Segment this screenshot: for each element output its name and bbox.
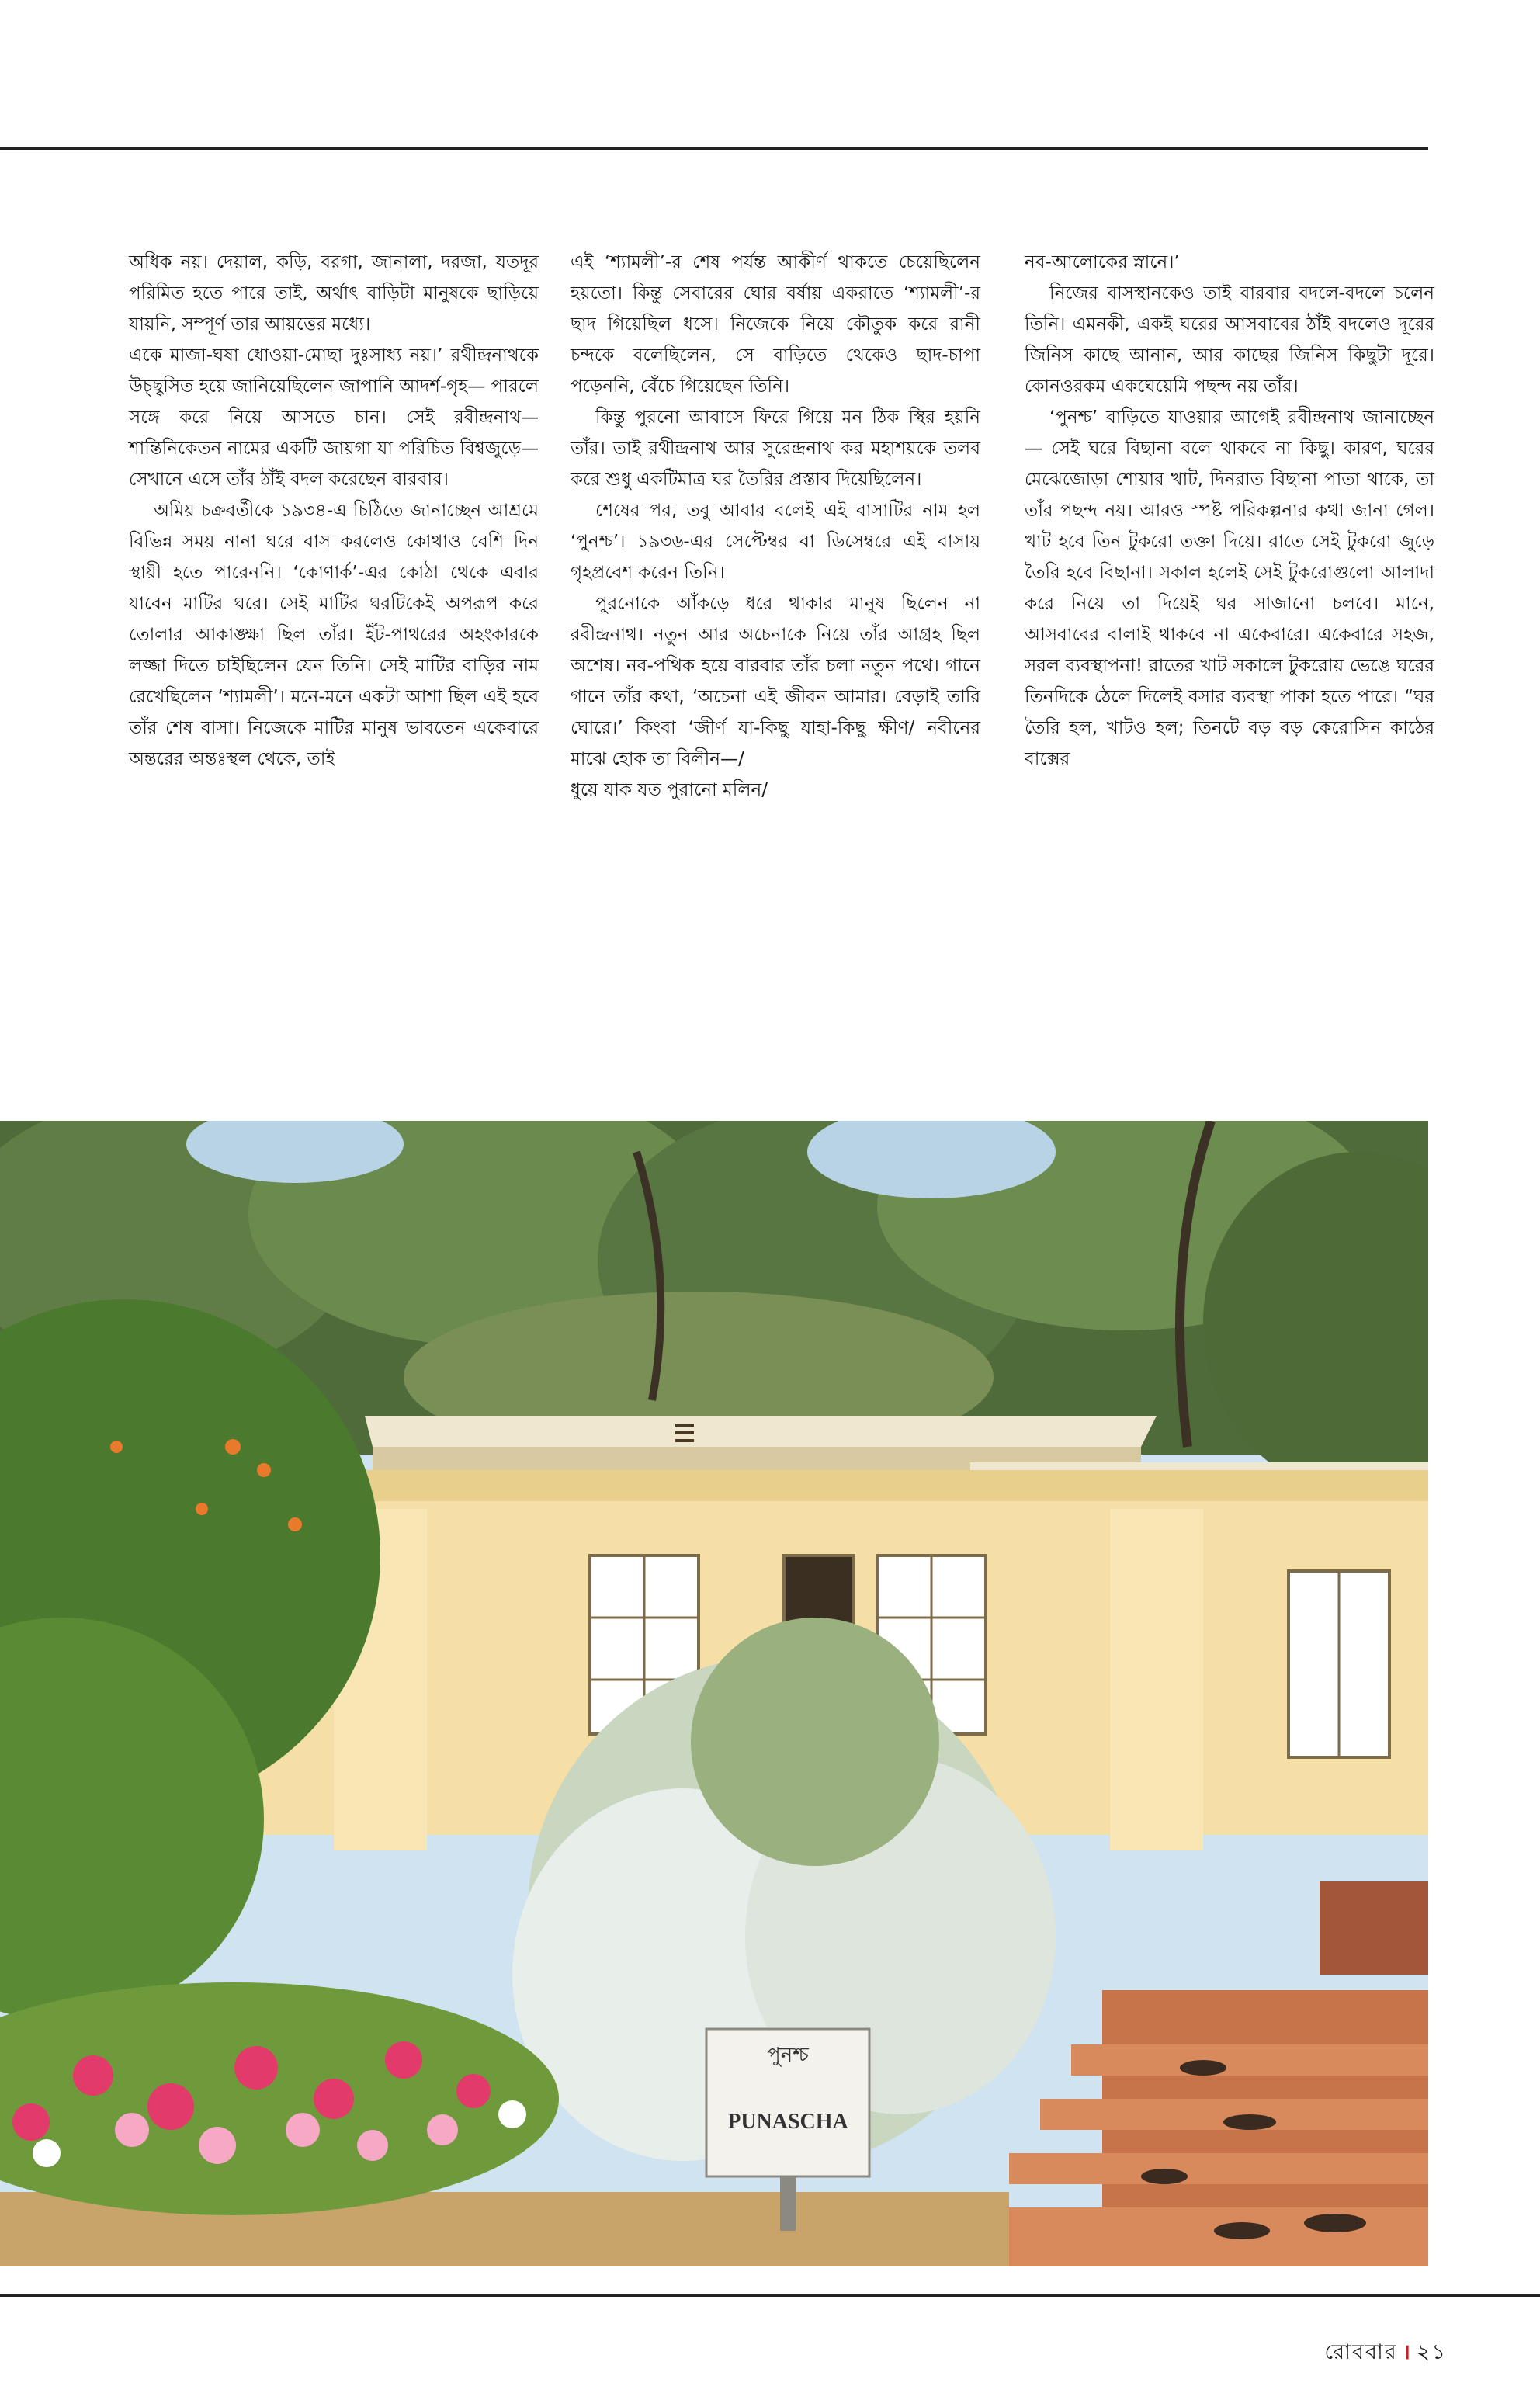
top-rule bbox=[0, 147, 1428, 150]
folio-separator: । bbox=[1402, 2340, 1412, 2364]
article-paragraph: পুরনোকে আঁকড়ে ধরে থাকার মানুষ ছিলেন না রবীন্দ্রনাথ। নতুন আর অচেনাকে নিয়ে তাঁর আগ্রহ ছিল অশেষ। নব-পথিক হয়ে বারবার তাঁর চলা নতুন পথে। গানে গানে তাঁর কথা, ‘অচেনা এই জীবন আমার। বেড়াই তারি ঘোরে।’ কিংবা ‘জীর্ণ যা-কিছু যাহা-কিছু ক্ষীণ/ নবীনের মাঝে হোক তা বিলীন—/ bbox=[571, 594, 980, 769]
article-paragraph: এই ‘শ্যামলী’-র শেষ পর্যন্ত আকীর্ণ থাকতে চেয়েছিলেন হয়তো। কিন্তু সেবারের ঘোর বর্ষায় একরাতে ‘শ্যামলী’-র ছাদ গিয়েছিল ধসে। নিজেকে নিয়ে কৌতুক করে রানী চন্দকে বলেছিলেন, সে বাড়িতে থেকেও ছাদ-চাপা পড়েননি, বেঁচে গিয়েছেন তিনি। bbox=[571, 252, 980, 397]
article-paragraph: ধুয়ে যাক যত পুরানো মলিন/ bbox=[571, 780, 768, 800]
text-column-1 bbox=[129, 247, 539, 775]
article-paragraph: নব-আলোকের স্নানে।’ bbox=[1025, 252, 1180, 272]
text-column-2 bbox=[571, 247, 980, 806]
bottom-rule bbox=[0, 2294, 1540, 2297]
article-paragraph: অধিক নয়। দেয়াল, কড়ি, বরগা, জানালা, দরজা, যতদূর পরিমিত হতে পারে তাই, অর্থাৎ বাড়িটা মানুষকে ছাড়িয়ে যায়নি, সম্পূর্ণ তার আয়ত্তের মধ্যে। bbox=[129, 252, 539, 335]
sign-bengali-text: পুনশ্চ bbox=[767, 2044, 809, 2067]
article-paragraph: কিন্তু পুরনো আবাসে ফিরে গিয়ে মন ঠিক স্থির হয়নি তাঁর। তাই রথীন্দ্রনাথ আর সুরেন্দ্রনাথ কর মহাশয়কে তলব করে শুধু একটিমাত্র ঘর তৈরির প্রস্তাব দিয়েছিলেন। bbox=[571, 408, 980, 490]
article-paragraph: অমিয় চক্রবর্তীকে ১৯৩৪-এ চিঠিতে জানাচ্ছেন আশ্রমে বিভিন্ন সময় নানা ঘরে বাস করলেও কোথাও বেশি দিন স্থায়ী হতে পারেননি। ‘কোণার্ক’-এর কোঠা থেকে এবার যাবেন মাটির ঘরে। সেই মাটির ঘরটিকেই অপরূপ করে তোলার আকাঙ্ক্ষা ছিল তাঁর। ইঁট-পাথরের অহংকারকে লজ্জা দিতে চাইছিলেন যেন তিনি। সেই মাটির বাড়ির নাম রেখেছিলেন ‘শ্যামলী’। মনে-মনে একটা আশা ছিল এই হবে তাঁর শেষ বাসা। নিজেকে মাটির মানুষ ভাবতেন একেবারে অন্তরের অন্তঃস্থল থেকে, তাই bbox=[129, 501, 539, 769]
magazine-name: রোববার bbox=[1324, 2340, 1398, 2364]
page-number: ২১ bbox=[1416, 2340, 1447, 2364]
text-column-3 bbox=[1025, 247, 1434, 775]
article-paragraph: নিজের বাসস্থানকেও তাই বারবার বদলে-বদলে চলেন তিনি। এমনকী, একই ঘরের আসবাবের ঠাঁই বদলেও দূরের জিনিস কাছে আনান, আর কাছের জিনিস কিছুটা দূরে। কোনওরকম একঘেয়েমি পছন্দ নয় তাঁর। bbox=[1025, 283, 1434, 397]
page-folio bbox=[1324, 2336, 1447, 2371]
punascha-house-photo bbox=[0, 1121, 1428, 2266]
article-paragraph: শেষের পর, তবু আবার বলেই এই বাসাটির নাম হল ‘পুনশ্চ’। ১৯৩৬-এর সেপ্টেম্বর বা ডিসেম্বরে এই বাসায় গৃহপ্রবেশ করেন তিনি। bbox=[571, 501, 980, 583]
article-paragraph: ‘পুনশ্চ’ বাড়িতে যাওয়ার আগেই রবীন্দ্রনাথ জানাচ্ছেন— সেই ঘরে বিছানা বলে থাকবে না কিছু। কারণ, ঘরের মেঝেজোড়া শোয়ার খাট, দিনরাত বিছানা পাতা থাকে, তা তাঁর পছন্দ নয়। আরও স্পষ্ট পরিকল্পনার কথা জানা গেল। খাট হবে তিন টুকরো তক্তা দিয়ে। রাতে সেই টুকরো জুড়ে তৈরি হবে বিছানা। সকাল হলেই সেই টুকরোগুলো আলাদা করে নিয়ে তা দিয়েই ঘর সাজানো চলবে। মানে, আসবাবের বালাই থাকবে না একেবারে। একেবারে সহজ, সরল ব্যবস্থাপনা! রাতের খাট সকালে টুকরোয় ভেঙে ঘরের তিনদিকে ঠেলে দিলেই বসার ব্যবস্থা পাকা হতে পারে। “ঘর তৈরি হল, খাটও হল; তিনটে বড় বড় কেরোসিন কাঠের বাক্সের bbox=[1025, 408, 1434, 769]
article-paragraph: একে মাজা-ঘষা ধোওয়া-মোছা দুঃসাধ্য নয়।’ রথীন্দ্রনাথকে উচ্ছ্বসিত হয়ে জানিয়েছিলেন জাপানি আদর্শ-গৃহ— পারলে সঙ্গে করে নিয়ে আসতে চান। সেই রবীন্দ্রনাথ— শান্তিনিকেতন নামের একটি জায়গা যা পরিচিত বিশ্বজুড়ে— সেখানে এসে তাঁর ঠাঁই বদল করেছেন বারবার। bbox=[129, 345, 539, 490]
sign-english-text: PUNASCHA bbox=[727, 2110, 848, 2134]
